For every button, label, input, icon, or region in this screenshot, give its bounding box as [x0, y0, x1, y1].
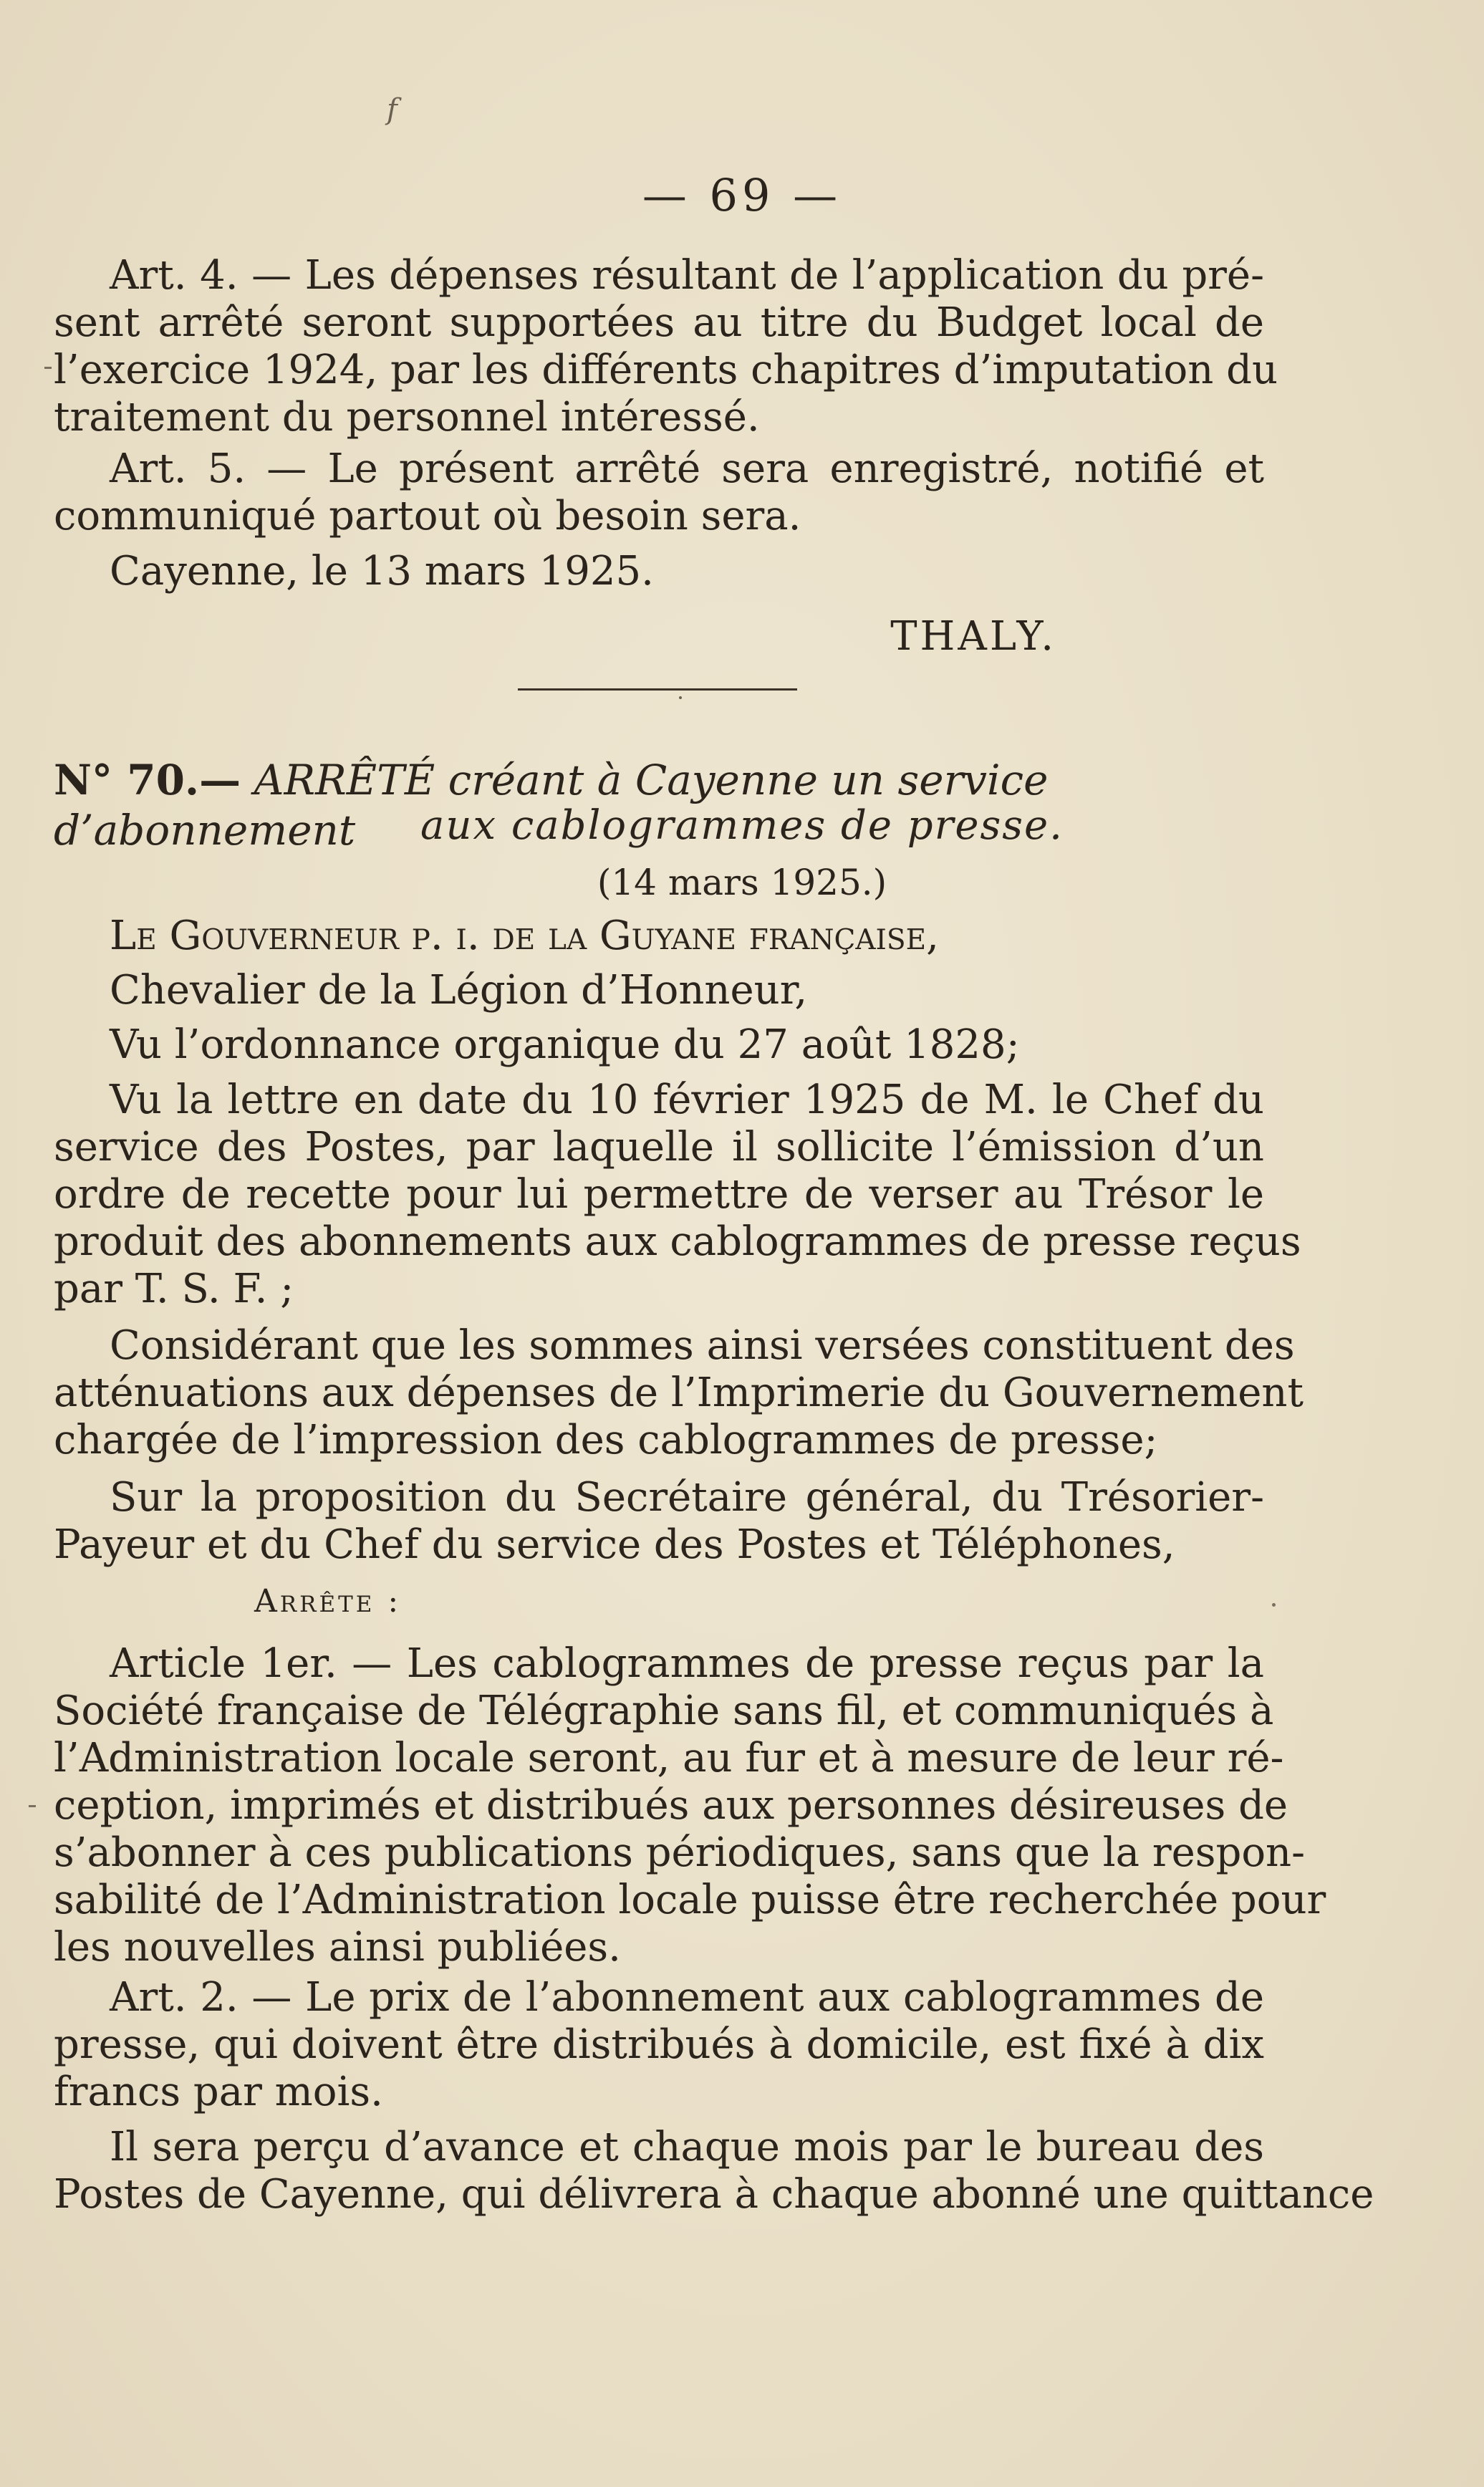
text-line: Chevalier de la Légion d’Honneur,	[110, 967, 808, 1014]
text-line: service des Postes, par laquelle il sollicite l’émission d’un	[54, 1124, 1264, 1170]
text-line: presse, qui doivent être distribués à domicile, est fixé à dix	[54, 2021, 1264, 2068]
decree-date: (14 mars 1925.)	[597, 862, 887, 903]
text-line: Vu la lettre en date du 10 février 1925 de M. le Chef du	[110, 1077, 1264, 1123]
text-line: traitement du personnel intéressé.	[54, 394, 760, 441]
text-line: Société française de Télégraphie sans fil, et communiqués à	[54, 1688, 1274, 1734]
decree-title-continued: aux cablogrammes de presse.	[420, 802, 1064, 849]
text-line: communiqué partout où besoin sera.	[54, 493, 801, 539]
text-line: par T. S. F. ;	[54, 1266, 294, 1312]
text-line: Il sera perçu d’avance et chaque mois par le bureau des	[110, 2124, 1264, 2170]
text-line: s’abonner à ces publications périodiques, sans que la respon-	[54, 1829, 1306, 1876]
text-line: Art. 5. — Le présent arrêté sera enregistré, notifié et	[110, 446, 1264, 492]
text-line: Art. 4. — Les dépenses résultant de l’application du pré-	[110, 252, 1264, 299]
text-line: Sur la proposition du Secrétaire général, du Trésorier-	[110, 1474, 1264, 1521]
decree-number: N° 70.—	[54, 756, 241, 804]
text-line: atténuations aux dépenses de l’Imprimerie du Gouvernement	[54, 1370, 1304, 1416]
preamble-letter	[54, 1077, 1301, 1313]
text-line: francs par mois.	[54, 2069, 383, 2115]
text-line: l’Administration locale seront, au fur et à mesure de leur ré-	[54, 1735, 1284, 1781]
text-line: Cayenne, le 13 mars 1925.	[110, 548, 654, 595]
decree-title: ARRÊTÉ créant à Cayenne un service d’abonnement	[54, 756, 1049, 855]
text-line: Article 1er. — Les cablogrammes de presse reçus par la	[110, 1640, 1264, 1687]
margin-mark	[44, 367, 52, 369]
page-number: — 69 —	[642, 169, 842, 221]
text-line: ordre de recette pour lui permettre de verser au Trésor le	[54, 1171, 1264, 1218]
divider-dot	[679, 696, 682, 699]
arrete-label: Arrête :	[254, 1583, 402, 1620]
section-divider	[518, 688, 797, 691]
preamble-governor	[54, 913, 1264, 960]
place-date	[54, 548, 1264, 595]
text-line: sabilité de l’Administration locale puisse être recherchée pour	[54, 1877, 1326, 1923]
preamble-chevalier	[54, 967, 1264, 1014]
margin-mark	[29, 1805, 36, 1807]
text-line: sent arrêté seront supportées au titre du Budget local de	[54, 299, 1264, 346]
text-line: Vu l’ordonnance organique du 27 août 1828;	[110, 1021, 1020, 1068]
margin-mark	[1272, 1603, 1276, 1607]
text-line: Postes de Cayenne, qui délivrera à chaque abonné une quittance	[54, 2171, 1374, 2218]
article-5-paragraph	[54, 446, 1264, 540]
text-line: Payeur et du Chef du service des Postes et Téléphones,	[54, 1521, 1175, 1568]
text-line: chargée de l’impression des cablogrammes de presse;	[54, 1417, 1158, 1463]
text-line: Le Gouverneur p. i. de la Guyane française,	[110, 913, 939, 959]
text-line: Art. 2. — Le prix de l’abonnement aux cablogrammes de	[110, 1974, 1264, 2021]
article-4-paragraph	[54, 252, 1278, 441]
text-line: l’exercice 1924, par les différents chapitres d’imputation du	[54, 347, 1278, 393]
article-1-paragraph	[54, 1640, 1326, 1971]
article-2-paragraph	[54, 1974, 1264, 2116]
preamble-proposition	[54, 1474, 1264, 1569]
article-2-continuation	[54, 2124, 1374, 2218]
signature: THALY.	[890, 613, 1056, 660]
text-line: les nouvelles ainsi publiées.	[54, 1924, 621, 1971]
text-line: ception, imprimés et distribués aux personnes désireuses de	[54, 1782, 1288, 1829]
preamble-considerant	[54, 1322, 1304, 1464]
text-line: produit des abonnements aux cablogrammes de presse reçus	[54, 1218, 1301, 1265]
text-line: Considérant que les sommes ainsi versées constituent des	[110, 1322, 1295, 1369]
top-margin-mark: f	[387, 93, 398, 126]
preamble-ordonnance	[54, 1021, 1264, 1069]
